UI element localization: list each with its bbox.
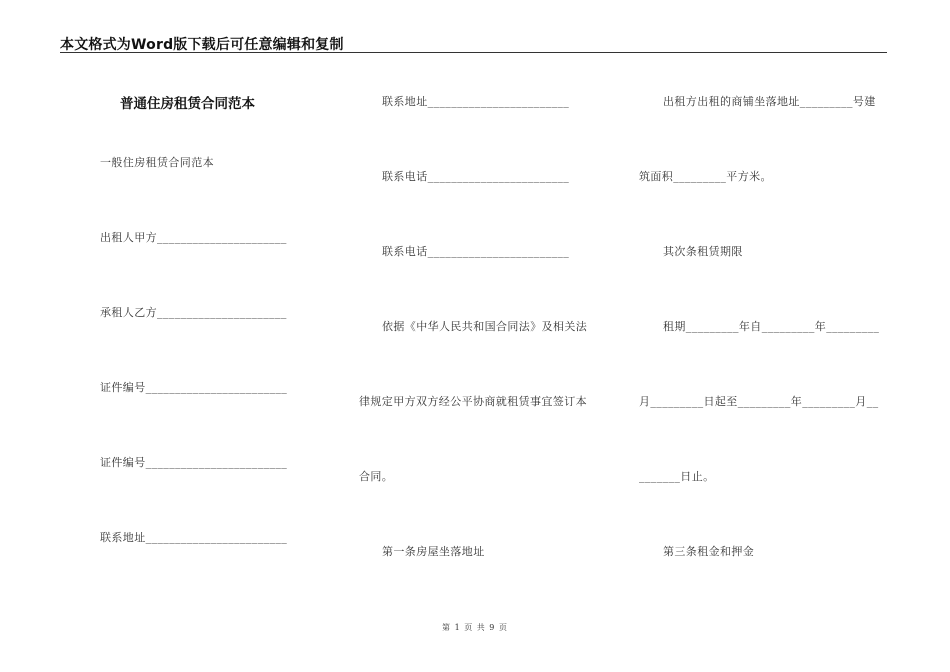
col2-line-7: 第一条房屋坐落地址: [382, 545, 485, 558]
col2-line-2: 联系电话________________________: [382, 170, 570, 183]
col3-line-3: 其次条租赁期限: [663, 245, 743, 258]
col1-line-1: 一般住房租赁合同范本: [100, 156, 214, 169]
page-number: 第 1 页 共 9 页: [442, 623, 508, 632]
col1-line-4: 证件编号________________________: [100, 381, 288, 394]
col3-line-2: 筑面积_________平方米。: [639, 170, 772, 183]
col3-line-7: 第三条租金和押金: [663, 545, 755, 558]
col2-line-3: 联系电话________________________: [382, 245, 570, 258]
col1-line-2: 出租人甲方______________________: [100, 231, 287, 244]
header-text: 本文格式为Word版下载后可任意编辑和复制: [60, 37, 344, 53]
col1-line-5: 证件编号________________________: [100, 456, 288, 469]
document-title: 普通住房租赁合同范本: [120, 96, 255, 112]
col2-line-6: 合同。: [359, 470, 394, 483]
col3-line-6: _______日止。: [639, 470, 715, 483]
col2-line-1: 联系地址________________________: [382, 95, 570, 108]
col2-line-5: 律规定甲方双方经公平协商就租赁事宜签订本: [359, 395, 587, 408]
page-header: [60, 34, 887, 53]
col3-line-4: 租期_________年自_________年_________: [663, 320, 880, 333]
col3-line-5: 月_________日起至_________年_________月__: [639, 395, 879, 408]
col2-line-4: 依据《中华人民共和国合同法》及相关法: [382, 320, 588, 333]
col1-line-3: 承租人乙方______________________: [100, 306, 287, 319]
col1-line-6: 联系地址________________________: [100, 531, 288, 544]
col3-line-1: 出租方出租的商铺坐落地址_________号建: [663, 95, 876, 108]
